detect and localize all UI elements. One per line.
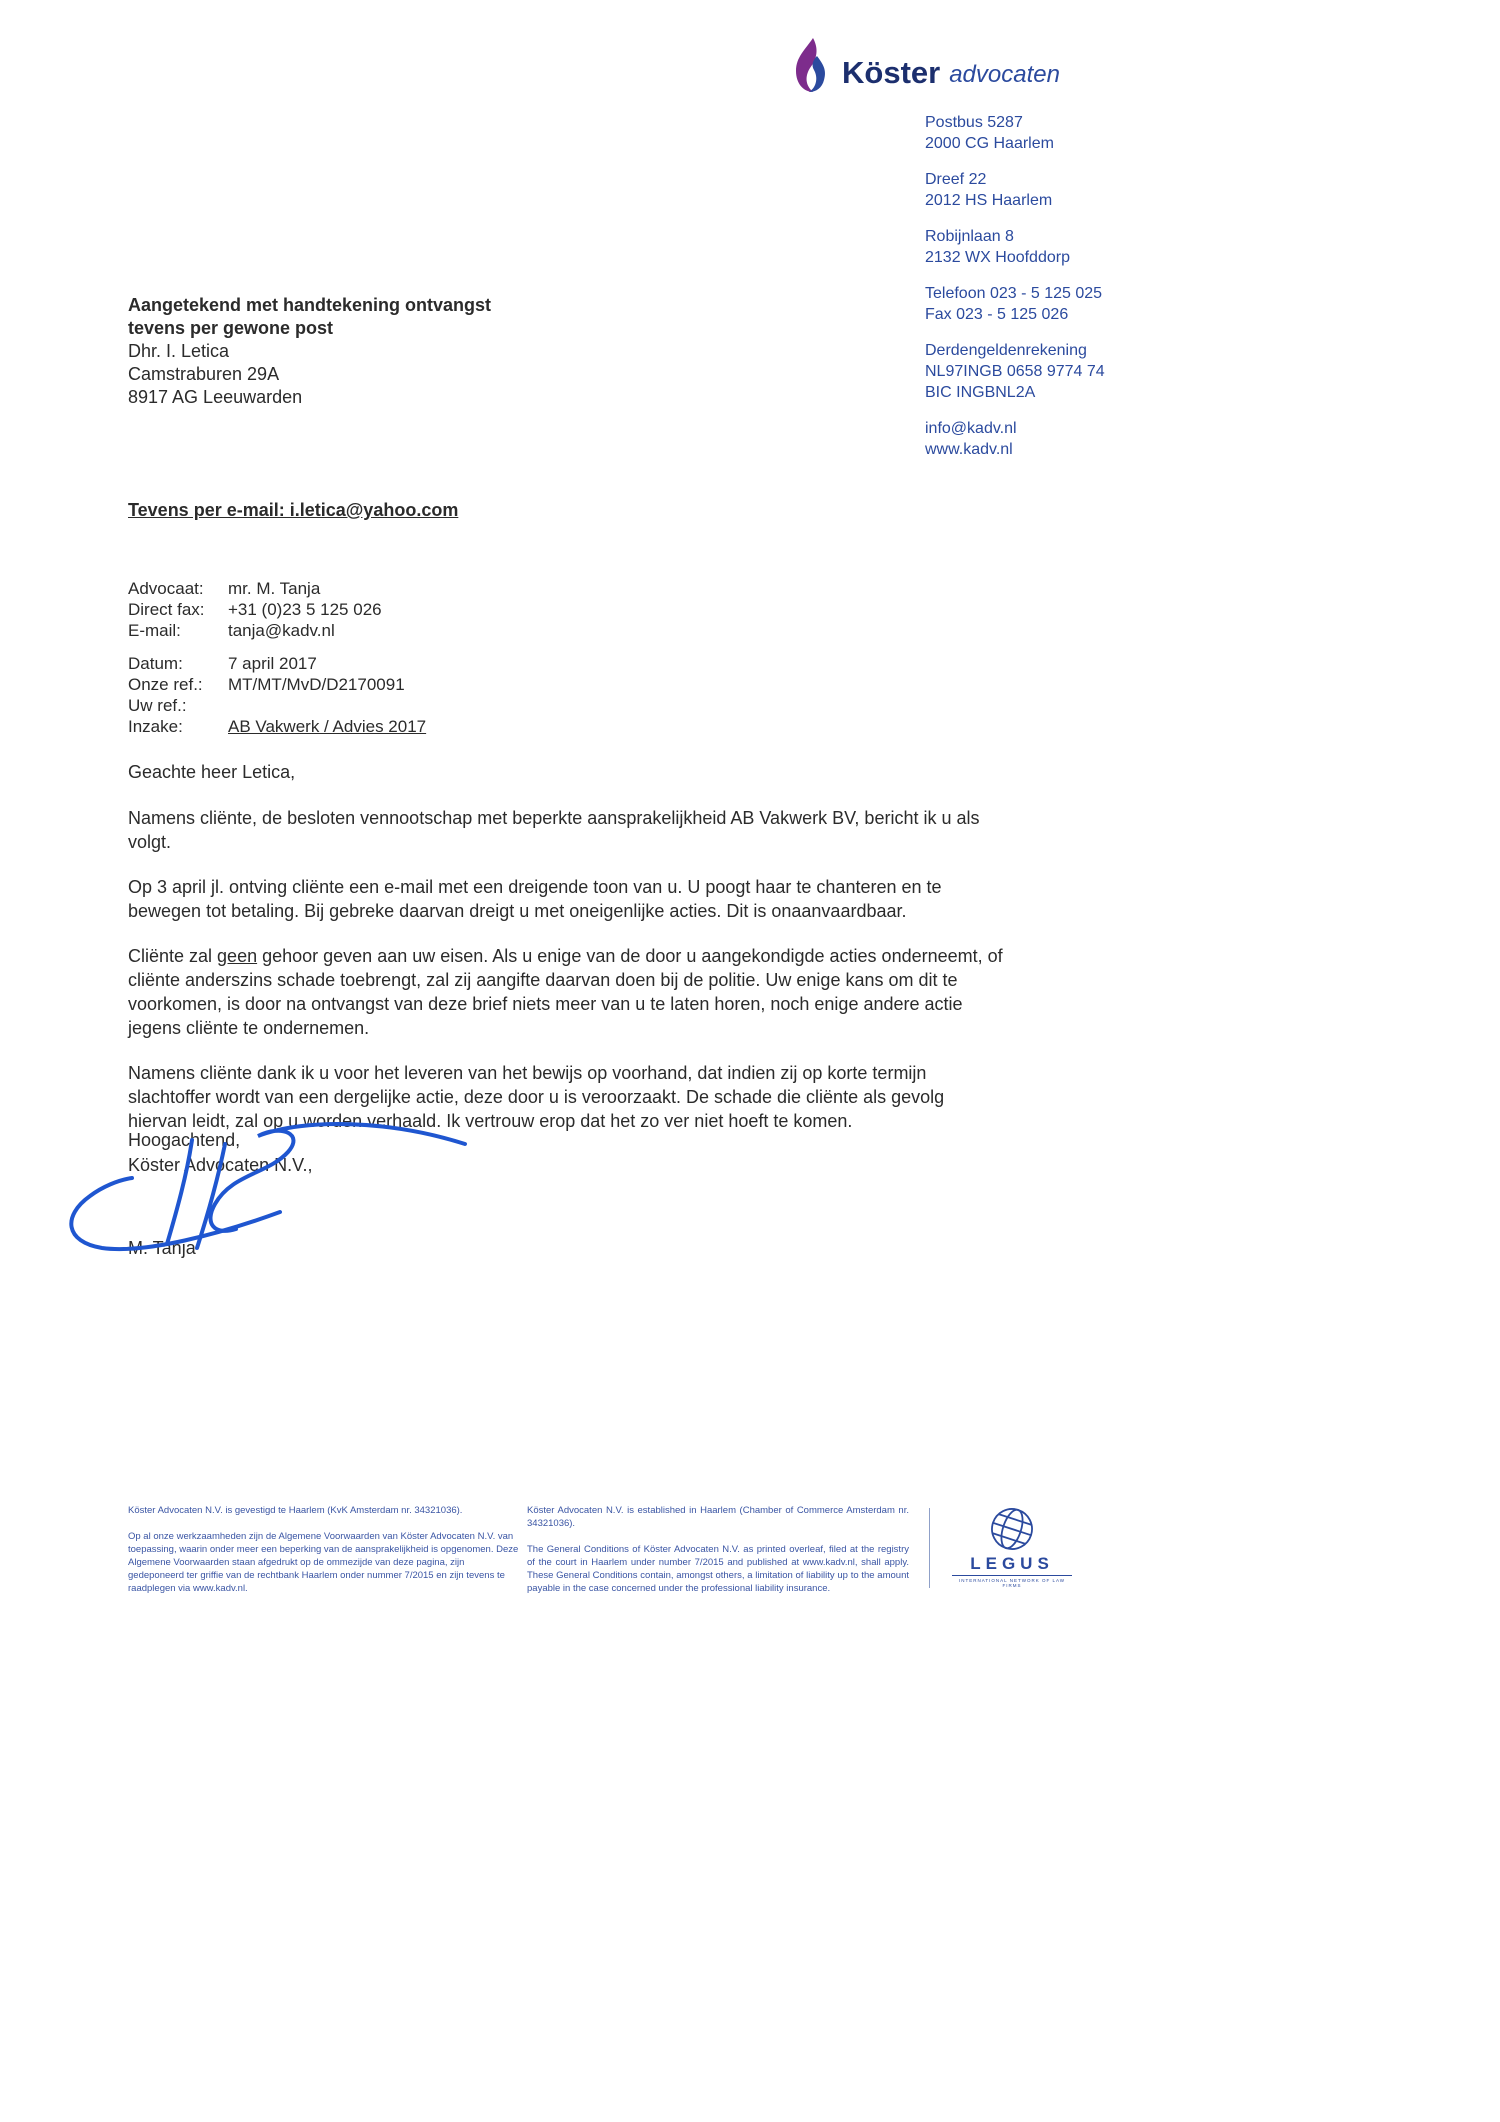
meta-row-email xyxy=(128,620,426,641)
contact-line: 2012 HS Haarlem xyxy=(925,192,1053,209)
meta-value: tanja@kadv.nl xyxy=(228,621,335,640)
meta-value: mr. M. Tanja xyxy=(228,579,321,598)
legus-wordmark: LEGUS xyxy=(952,1554,1072,1576)
letter-meta xyxy=(128,578,426,737)
meta-row-onzeref xyxy=(128,674,426,695)
contact-line: Telefoon 023 - 5 125 025 xyxy=(925,285,1103,302)
email-notice: Tevens per e-mail: i.letica@yahoo.com xyxy=(128,500,459,520)
meta-row-uwref xyxy=(128,695,426,716)
contact-line: BIC INGBNL2A xyxy=(925,384,1036,401)
meta-row-directfax xyxy=(128,599,426,620)
legus-logo xyxy=(952,1506,1072,1588)
meta-label: E-mail: xyxy=(128,621,181,640)
closing-firm: Köster Advocaten N.V., xyxy=(128,1155,313,1175)
meta-label: Onze ref.: xyxy=(128,675,203,694)
footer-english xyxy=(527,1504,909,1595)
delivery-method-line: Aangetekend met handtekening ontvangst xyxy=(128,295,492,315)
recipient-city: 8917 AG Leeuwarden xyxy=(128,387,303,407)
contact-group-web xyxy=(925,418,1105,460)
globe-icon xyxy=(989,1506,1035,1552)
meta-row-advocaat xyxy=(128,578,426,599)
contact-line: Fax 023 - 5 125 026 xyxy=(925,306,1069,323)
footer-en-registration: Köster Advocaten N.V. is established in Haarlem (Chamber of Commerce Amsterdam nr. 34321036). xyxy=(527,1505,909,1529)
body-paragraph: Op 3 april jl. ontving cliënte een e-mail met een dreigende toon van u. U poogt haar te chanteren en te bewegen tot betaling. Bij gebreke daarvan dreigt u met oneigenlijke acties. Dit is onaanvaardbaar. xyxy=(128,877,942,921)
contact-line: Postbus 5287 xyxy=(925,114,1023,131)
contact-group-dreef xyxy=(925,169,1105,211)
contact-line: Derdengeldenrekening xyxy=(925,342,1087,359)
closing-salute: Hoogachtend, xyxy=(128,1130,241,1150)
letter-body xyxy=(128,806,1003,1154)
contact-group-postbus xyxy=(925,112,1105,154)
koster-logo xyxy=(790,36,1060,96)
footer-nl-registration: Köster Advocaten N.V. is gevestigd te Haarlem (KvK Amsterdam nr. 34321036). xyxy=(128,1505,463,1516)
contact-line: 2132 WX Hoofddorp xyxy=(925,249,1070,266)
logo-brand-name: Köster xyxy=(842,55,941,90)
recipient-address xyxy=(128,294,491,409)
meta-value-subject: AB Vakwerk / Advies 2017 xyxy=(228,717,427,736)
contact-group-robijnlaan xyxy=(925,226,1105,268)
firm-contact-block xyxy=(925,112,1105,475)
meta-label: Advocaat: xyxy=(128,579,204,598)
footer-en-conditions: The General Conditions of Köster Advocaten N.V. as printed overleaf, filed at the registry of the court in Haarlem under number 7/2015 and published at www.kadv.nl, shall apply. These General Conditions contain, amongst others, a limitation of liability up to the amount payable in the case concerned under the professional liability insurance. xyxy=(527,1544,909,1594)
legus-subtitle: INTERNATIONAL NETWORK OF LAW FIRMS xyxy=(958,1578,1066,1588)
contact-group-phone xyxy=(925,283,1105,325)
meta-label: Uw ref.: xyxy=(128,696,187,715)
recipient-street: Camstraburen 29A xyxy=(128,364,280,384)
contact-line: Robijnlaan 8 xyxy=(925,228,1014,245)
meta-label: Direct fax: xyxy=(128,600,205,619)
para3-emphasis: geen xyxy=(217,946,258,966)
footer-nl-conditions: Op al onze werkzaamheden zijn de Algemene Voorwaarden van Köster Advocaten N.V. van toepassing, waarin onder meer een beperking van de aansprakelijkheid is opgenomen. Deze Algemene Voorwaarden staan afgedrukt op de ommezijde van deze pagina, zijn gedeponeerd ter griffie van de rechtbank Haarlem onder nummer 7/2015 en zijn tevens te raadplegen via www.kadv.nl. xyxy=(128,1531,519,1594)
contact-website: www.kadv.nl xyxy=(925,441,1013,458)
footer-divider xyxy=(929,1508,930,1588)
body-paragraph xyxy=(128,944,1003,1040)
meta-row-inzake xyxy=(128,716,426,737)
meta-spacer xyxy=(128,641,426,653)
footer-dutch xyxy=(128,1504,520,1595)
flame-icon xyxy=(790,36,830,96)
logo-tagline: advocaten xyxy=(949,61,1060,88)
body-paragraph: Namens cliënte, de besloten vennootschap met beperkte aansprakelijkheid AB Vakwerk BV, bericht ik u als volgt. xyxy=(128,808,980,852)
meta-value: 7 april 2017 xyxy=(228,654,317,673)
contact-email: info@kadv.nl xyxy=(925,420,1017,437)
signer-name: M. Tanja xyxy=(128,1238,196,1258)
contact-line: 2000 CG Haarlem xyxy=(925,135,1054,152)
delivery-method-line: tevens per gewone post xyxy=(128,318,334,338)
para3-suffix: gehoor geven aan uw eisen. Als u enige van de door u aangekondigde acties onderneemt, of cliënte anderszins schade toebrengt, zal zij aangifte daarvan doen bij de politie. Uw enige kans om dit te voorkomen, is door na ontvangst van deze brief niets meer van u te laten horen, noch enige andere actie jegens cliënte te ondernemen. xyxy=(128,946,1003,1038)
salutation: Geachte heer Letica, xyxy=(128,762,296,782)
recipient-name: Dhr. I. Letica xyxy=(128,341,230,361)
meta-label: Inzake: xyxy=(128,717,183,736)
para3-prefix: Cliënte zal xyxy=(128,946,218,966)
meta-value: MT/MT/MvD/D2170091 xyxy=(228,675,405,694)
meta-row-datum xyxy=(128,653,426,674)
contact-line: Dreef 22 xyxy=(925,171,987,188)
contact-group-bank xyxy=(925,340,1105,403)
body-paragraph: Namens cliënte dank ik u voor het leveren van het bewijs op voorhand, dat indien zij op korte termijn slachtoffer wordt van een dergelijke actie, deze door u is veroorzaakt. De schade die cliënte als gevolg hiervan leidt, zal op u worden verhaald. Ik vertrouw erop dat het zo ver niet hoeft te komen. xyxy=(128,1063,945,1131)
meta-label: Datum: xyxy=(128,654,183,673)
handwritten-signature xyxy=(50,1112,480,1272)
contact-line: NL97INGB 0658 9774 74 xyxy=(925,363,1105,380)
meta-value: +31 (0)23 5 125 026 xyxy=(228,600,382,619)
